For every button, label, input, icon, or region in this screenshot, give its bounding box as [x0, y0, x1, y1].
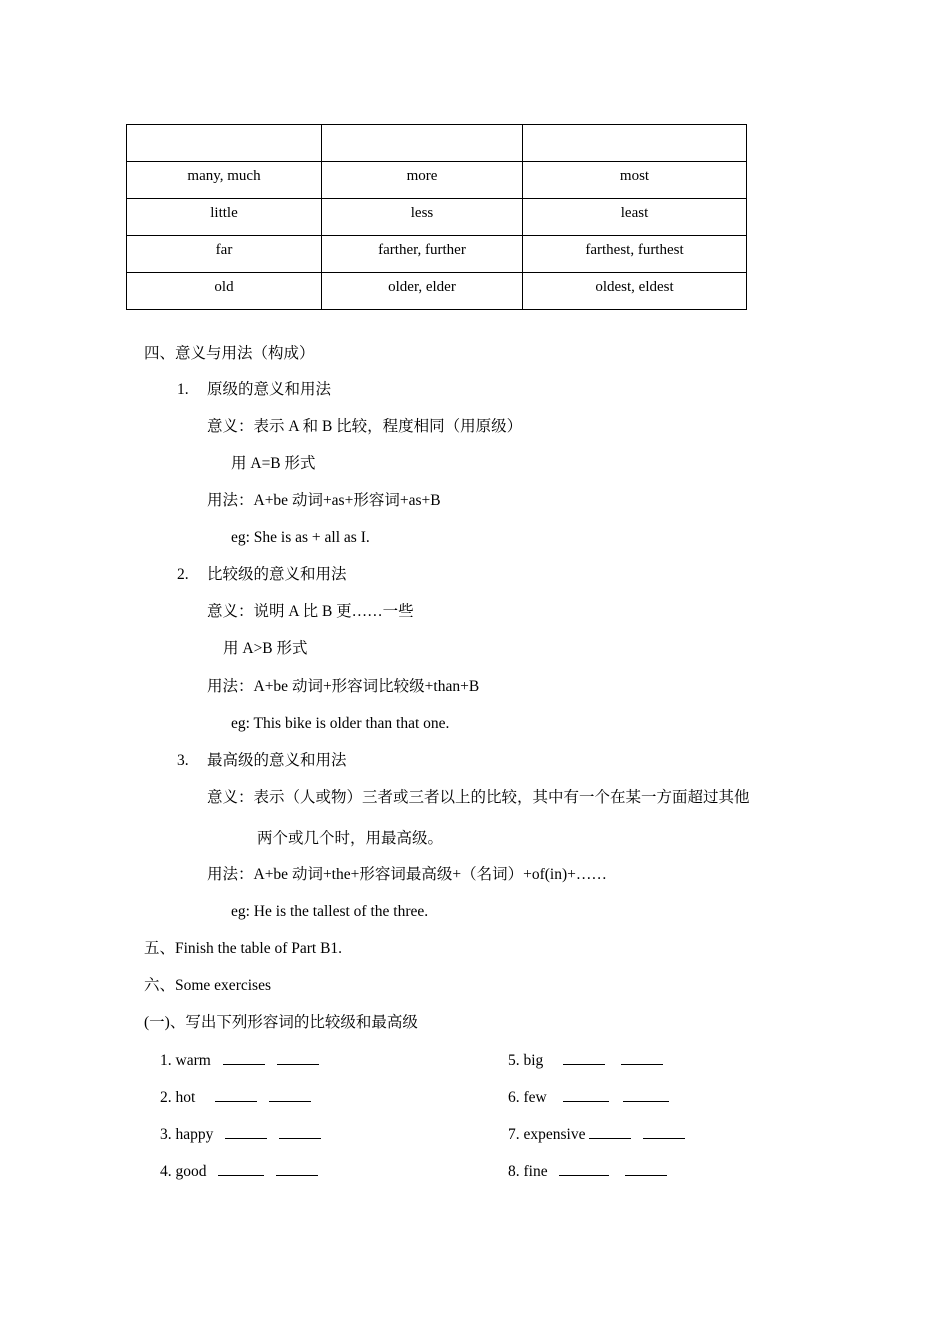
table-cell: old: [127, 273, 322, 310]
exercise-word: 6. few: [508, 1089, 547, 1106]
exercise-instructions: (一)、写出下列形容词的比较级和最高级: [144, 1014, 418, 1031]
section4-heading: 四、意义与用法（构成）: [144, 345, 315, 362]
section6-heading: 六、Some exercises: [144, 977, 271, 994]
exercise-item: [508, 1124, 685, 1146]
answer-blank[interactable]: [225, 1124, 267, 1139]
table-cell: [523, 125, 747, 162]
answer-blank[interactable]: [589, 1124, 631, 1139]
exercise-item: [160, 1087, 311, 1109]
answer-blank[interactable]: [623, 1087, 669, 1102]
answer-blank[interactable]: [269, 1087, 311, 1102]
item3-title: 最高级的意义和用法: [207, 752, 347, 769]
exercise-word: 1. warm: [160, 1052, 211, 1069]
item1-form: 用 A=B 形式: [231, 455, 316, 472]
exercise-item: [508, 1161, 667, 1183]
item2-usage: 用法：A+be 动词+形容词比较级+than+B: [207, 678, 480, 695]
answer-blank[interactable]: [276, 1161, 318, 1176]
table-cell: little: [127, 199, 322, 236]
item3-meaning: 意义：表示（人或物）三者或三者以上的比较，其中有一个在某一方面超过其他: [207, 789, 750, 806]
exercise-item: [508, 1050, 663, 1072]
table-cell: farther, further: [322, 236, 523, 273]
answer-blank[interactable]: [277, 1050, 319, 1065]
item3-usage: 用法：A+be 动词+the+形容词最高级+（名词）+of(in)+……: [207, 866, 607, 883]
item2-meaning: 意义：说明 A 比 B 更……一些: [207, 603, 414, 620]
item3-number: 3.: [177, 752, 189, 769]
exercise-word: 7. expensive: [508, 1126, 586, 1143]
item1-title: 原级的意义和用法: [207, 381, 332, 398]
table-cell: more: [322, 162, 523, 199]
table-cell: older, elder: [322, 273, 523, 310]
table-row: [127, 162, 747, 199]
table-cell: least: [523, 199, 747, 236]
exercise-word: 8. fine: [508, 1163, 548, 1180]
item3-meaning-cont: 两个或几个时，用最高级。: [257, 830, 444, 847]
exercise-item: [508, 1087, 669, 1109]
item2-title: 比较级的意义和用法: [207, 566, 347, 583]
table-cell: less: [322, 199, 523, 236]
comparison-table: [126, 124, 747, 310]
item1-meaning: 意义：表示 A 和 B 比较，程度相同（用原级）: [207, 418, 523, 435]
table-cell: farthest, furthest: [523, 236, 747, 273]
exercise-word: 2. hot: [160, 1089, 196, 1106]
answer-blank[interactable]: [563, 1087, 609, 1102]
item2-number: 2.: [177, 566, 189, 583]
table-cell: most: [523, 162, 747, 199]
answer-blank[interactable]: [643, 1124, 685, 1139]
table-cell: far: [127, 236, 322, 273]
table-row: [127, 273, 747, 310]
item1-example: eg: She is as + all as I.: [231, 529, 370, 546]
answer-blank[interactable]: [621, 1050, 663, 1065]
exercise-word: 5. big: [508, 1052, 544, 1069]
table-cell: oldest, eldest: [523, 273, 747, 310]
exercise-word: 4. good: [160, 1163, 207, 1180]
answer-blank[interactable]: [559, 1161, 609, 1176]
exercise-word: 3. happy: [160, 1126, 214, 1143]
answer-blank[interactable]: [218, 1161, 264, 1176]
table-cell: [322, 125, 523, 162]
exercise-item: [160, 1161, 318, 1183]
answer-blank[interactable]: [223, 1050, 265, 1065]
item1-number: 1.: [177, 381, 189, 398]
answer-blank[interactable]: [279, 1124, 321, 1139]
answer-blank[interactable]: [563, 1050, 605, 1065]
exercise-item: [160, 1050, 319, 1072]
item2-example: eg: This bike is older than that one.: [231, 715, 450, 732]
answer-blank[interactable]: [625, 1161, 667, 1176]
answer-blank[interactable]: [215, 1087, 257, 1102]
table-row: [127, 236, 747, 273]
item1-usage: 用法：A+be 动词+as+形容词+as+B: [207, 492, 441, 509]
table-cell: many, much: [127, 162, 322, 199]
table-row: [127, 199, 747, 236]
exercise-item: [160, 1124, 321, 1146]
table-cell: [127, 125, 322, 162]
table-row: [127, 125, 747, 162]
section5-heading: 五、Finish the table of Part B1.: [144, 940, 343, 957]
item2-form: 用 A>B 形式: [223, 640, 308, 657]
item3-example: eg: He is the tallest of the three.: [231, 903, 429, 920]
